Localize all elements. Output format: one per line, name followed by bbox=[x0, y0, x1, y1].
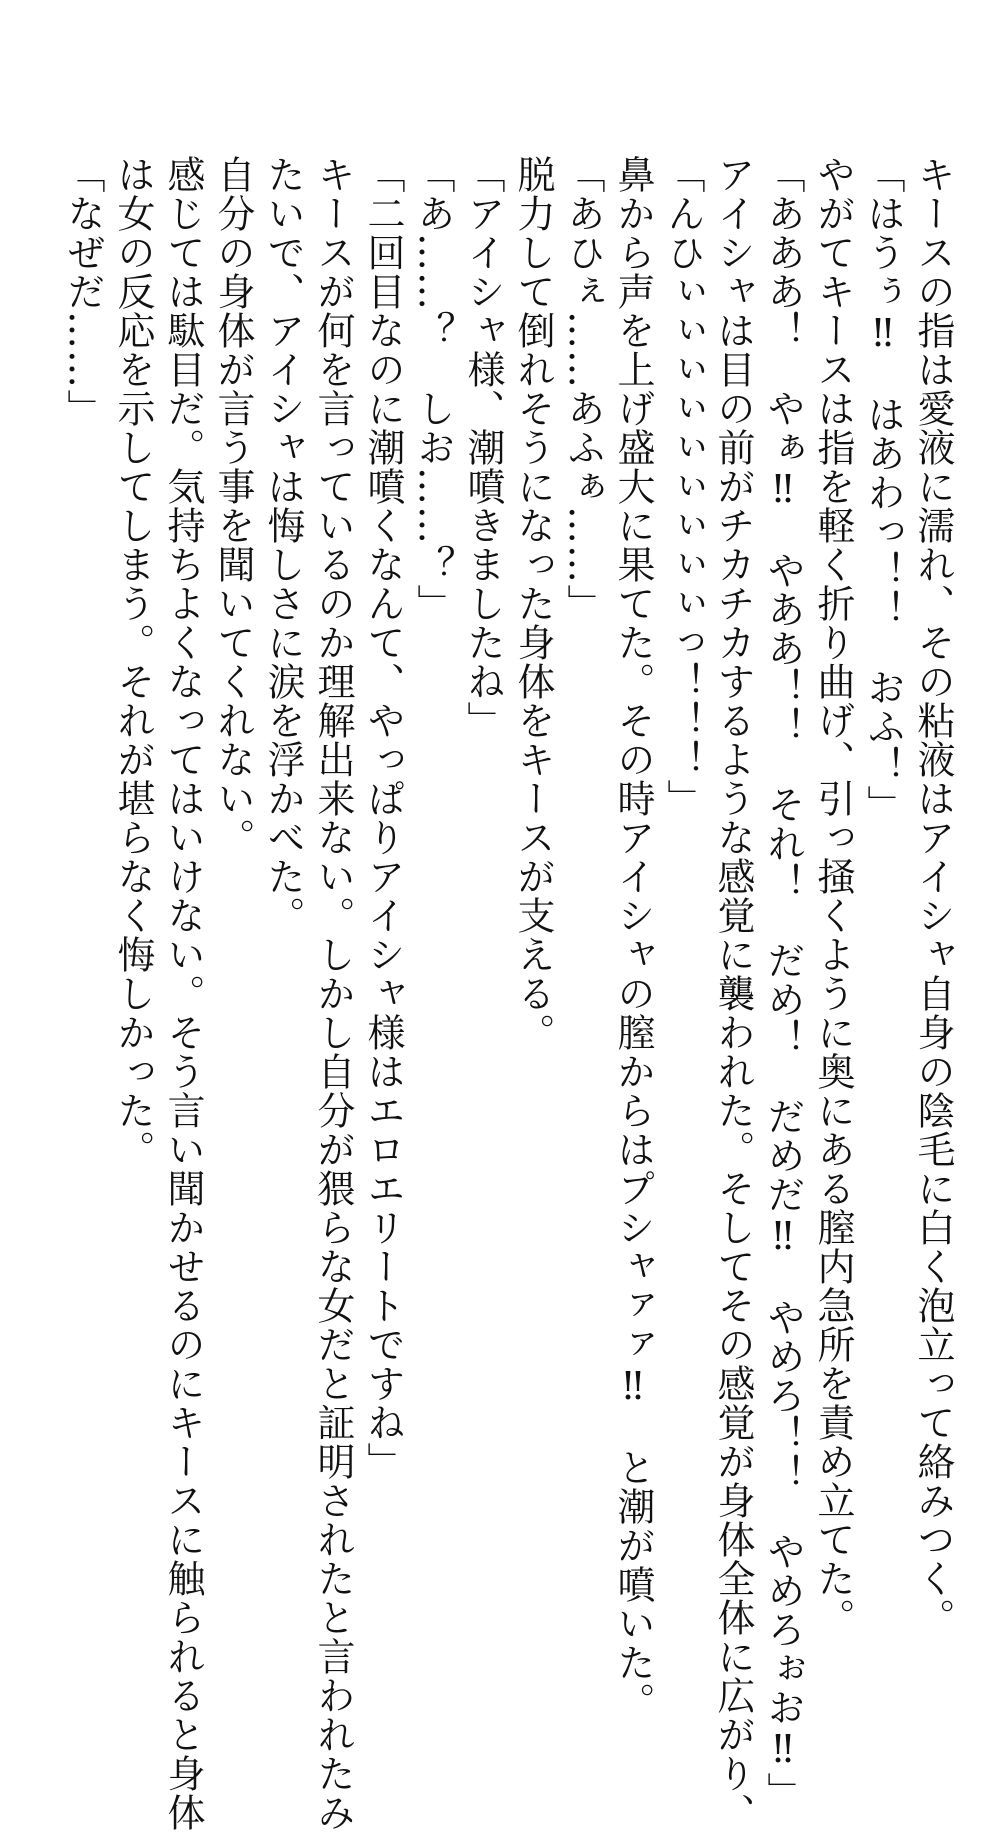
text-line: 「二回目なのに潮噴くなんて、やっぱりアイシャ様はエロエリートですね」 bbox=[361, 155, 405, 1481]
text-line: 「はうぅ‼ はあわっ！！ おふ！」 bbox=[861, 155, 905, 824]
text-line: 感じては駄目だ。気持ちよくなってはいけない。そう言い聞かせるのにキースに触られると身体 bbox=[161, 155, 205, 1832]
text-line: 「アイシャ様、潮噴きましたね」 bbox=[461, 155, 505, 740]
text-line: 「あああ！ やぁ‼ やああ！！ それ！ だめ！ だめだ‼ やめろ！！ やめろぉお‼」 bbox=[761, 155, 805, 1811]
text-line: 「なぜだ……」 bbox=[61, 155, 105, 428]
text-line: 「んひぃぃぃぃぃぃぃぃぃっ！！！」 bbox=[661, 155, 705, 818]
text-line: は女の反応を示してしまう。それが堪らなく悔しかった。 bbox=[111, 155, 155, 1169]
text-line: 「あひぇ……あふぁ……」 bbox=[561, 155, 605, 623]
vertical-text-body bbox=[58, 155, 958, 1832]
text-line: 自分の身体が言う事を聞いてくれない。 bbox=[211, 155, 255, 857]
text-line: キースが何を言っているのか理解出来ない。しかし自分が猥らな女だと証明されたと言われたみ bbox=[311, 155, 355, 1832]
text-line: 「あ……？ しお……？」 bbox=[411, 155, 455, 623]
text-line: アイシャは目の前がチカチカするような感覚に襲われた。そしてその感覚が身体全体に広がり、 bbox=[711, 155, 755, 1832]
text-line: キースの指は愛液に濡れ、その粘液はアイシャ自身の陰毛に白く泡立って絡みつく。 bbox=[911, 155, 955, 1637]
text-line: 鼻から声を上げ盛大に果てた。その時アイシャの膣からはプシャァァ‼ と潮が噴いた。 bbox=[611, 155, 655, 1721]
text-line: たいで、アイシャは悔しさに涙を浮かべた。 bbox=[261, 155, 305, 935]
text-line: 脱力して倒れそうになった身体をキースが支える。 bbox=[511, 155, 555, 1052]
text-line: やがてキースは指を軽く折り曲げ、引っ掻くように奥にある膣内急所を責め立てた。 bbox=[811, 155, 855, 1637]
